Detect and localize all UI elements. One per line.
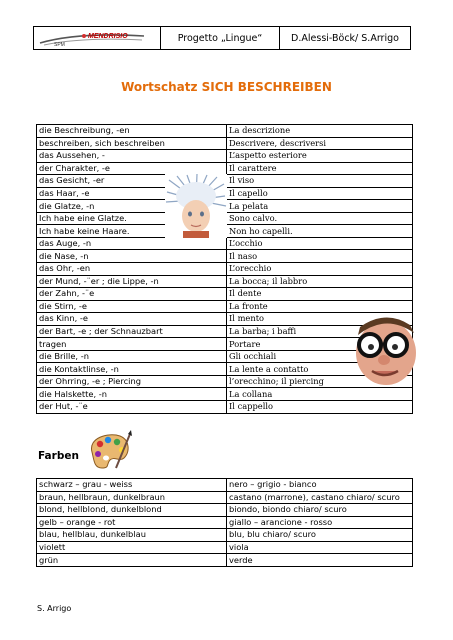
italian-term: Portare: [227, 338, 413, 351]
vocab-row: [37, 300, 413, 313]
german-term: das Ohr, -en: [37, 263, 227, 276]
italian-term: Il carattere: [227, 162, 413, 175]
vocab-row: [37, 401, 413, 414]
german-term: die Brille, -n: [37, 350, 227, 363]
italian-term: Il dente: [227, 288, 413, 301]
italian-term: l’orecchino; il piercing: [227, 375, 413, 388]
german-term: braun, hellbraun, dunkelbraun: [37, 491, 227, 504]
german-term: Ich habe eine Glatze.: [37, 212, 227, 225]
vocab-row: [37, 288, 413, 301]
svg-text:MENDRISIO: MENDRISIO: [88, 33, 128, 40]
german-term: das Kinn, -e: [37, 313, 227, 326]
german-term: schwarz – grau - weiss: [37, 479, 227, 492]
german-term: die Halskette, -n: [37, 388, 227, 401]
logo-cell: [34, 27, 161, 50]
italian-term: Il mento: [227, 313, 413, 326]
italian-term: Il naso: [227, 250, 413, 263]
german-term: die Kontaktlinse, -n: [37, 363, 227, 376]
italian-term: blu, blu chiaro/ scuro: [227, 529, 413, 542]
italian-term: La collana: [227, 388, 413, 401]
paint-palette-icon: [86, 430, 132, 470]
german-term: tragen: [37, 338, 227, 351]
header-table: [33, 26, 411, 50]
italian-term: L’occhio: [227, 237, 413, 250]
spiky-hair-child-image: [165, 174, 227, 238]
vocab-row: [37, 275, 413, 288]
italian-term: viola: [227, 541, 413, 554]
color-row: [37, 479, 413, 492]
german-term: beschreiben, sich beschreiben: [37, 137, 227, 150]
vocab-row: [37, 237, 413, 250]
italian-term: Non ho capelli.: [227, 225, 413, 238]
german-term: der Hut, -¨e: [37, 401, 227, 414]
german-term: blond, hellblond, dunkelblond: [37, 504, 227, 517]
farben-heading: Farben: [38, 450, 79, 462]
svg-text:SPM: SPM: [54, 42, 65, 48]
german-term: gelb – orange - rot: [37, 516, 227, 529]
italian-term: biondo, biondo chiaro/ scuro: [227, 504, 413, 517]
german-term: der Mund, -¨er ; die Lippe, -n: [37, 275, 227, 288]
german-term: das Haar, -e: [37, 187, 227, 200]
german-term: grün: [37, 554, 227, 567]
german-term: der Charakter, -e: [37, 162, 227, 175]
vocab-row: [37, 150, 413, 163]
italian-term: castano (marrone), castano chiaro/ scuro: [227, 491, 413, 504]
glasses-man-image: [350, 313, 418, 385]
italian-term: Descrivere, descriversi: [227, 137, 413, 150]
german-term: das Gesicht, -er: [37, 175, 227, 188]
german-term: die Stirn, -e: [37, 300, 227, 313]
german-term: Ich habe keine Haare.: [37, 225, 227, 238]
page-title: Wortschatz SICH BESCHREIBEN: [121, 80, 332, 94]
color-row: [37, 516, 413, 529]
colors-table: [36, 478, 413, 567]
vocab-row: [37, 263, 413, 276]
italian-term: La barba; i baffi: [227, 325, 413, 338]
color-row: [37, 554, 413, 567]
italian-term: La descrizione: [227, 125, 413, 138]
german-term: der Zahn, -¨e: [37, 288, 227, 301]
italian-term: L’orecchio: [227, 263, 413, 276]
authors-label: D.Alessi-Böck/ S.Arrigo: [280, 27, 411, 50]
italian-term: La bocca; il labbro: [227, 275, 413, 288]
german-term: der Ohrring, -e ; Piercing: [37, 375, 227, 388]
italian-term: giallo – arancione - rosso: [227, 516, 413, 529]
vocab-row: [37, 388, 413, 401]
german-term: der Bart, -e ; der Schnauzbart: [37, 325, 227, 338]
italian-term: L’aspetto esteriore: [227, 150, 413, 163]
vocab-row: [37, 125, 413, 138]
italian-term: Il viso: [227, 175, 413, 188]
german-term: die Glatze, -n: [37, 200, 227, 213]
italian-term: Il capello: [227, 187, 413, 200]
footer-author: S. Arrigo: [37, 604, 72, 613]
color-row: [37, 529, 413, 542]
german-term: die Beschreibung, -en: [37, 125, 227, 138]
color-row: [37, 541, 413, 554]
italian-term: verde: [227, 554, 413, 567]
italian-term: La pelata: [227, 200, 413, 213]
color-row: [37, 504, 413, 517]
italian-term: La fronte: [227, 300, 413, 313]
german-term: blau, hellblau, dunkelblau: [37, 529, 227, 542]
german-term: das Auge, -n: [37, 237, 227, 250]
project-label: Progetto „Lingue“: [161, 27, 280, 50]
vocab-row: [37, 137, 413, 150]
german-term: die Nase, -n: [37, 250, 227, 263]
italian-term: Il cappello: [227, 401, 413, 414]
italian-term: La lente a contatto: [227, 363, 413, 376]
color-row: [37, 491, 413, 504]
vocab-row: [37, 250, 413, 263]
italian-term: Sono calvo.: [227, 212, 413, 225]
school-logo: [38, 28, 148, 48]
italian-term: Gli occhiali: [227, 350, 413, 363]
vocab-row: [37, 162, 413, 175]
italian-term: nero – grigio - bianco: [227, 479, 413, 492]
german-term: das Aussehen, -: [37, 150, 227, 163]
german-term: violett: [37, 541, 227, 554]
